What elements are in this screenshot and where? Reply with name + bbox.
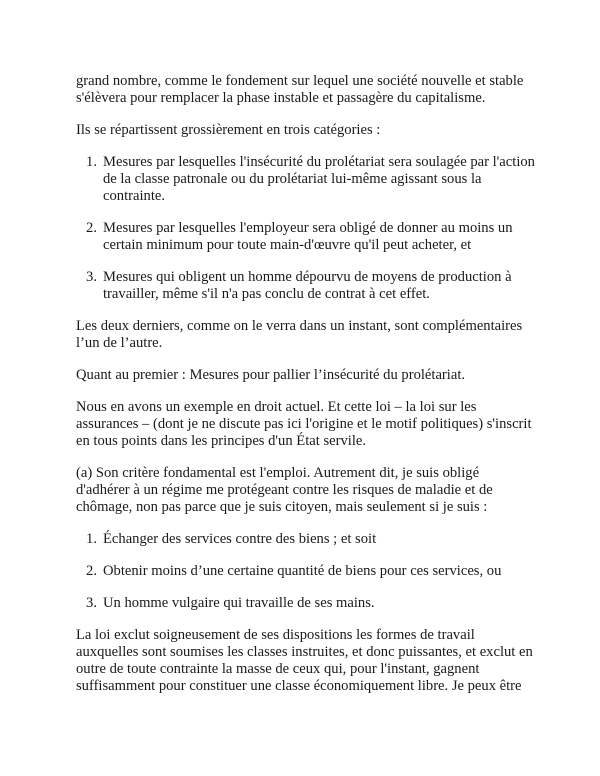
list-item-text: Mesures par lesquelles l'employeur sera obligé de donner au moins un certain minimum pour toute main-d'œuvre qu'il peut acheter, et (103, 220, 513, 253)
list-item (76, 269, 536, 303)
list-number: 1. (86, 531, 97, 547)
list-item-text: Mesures qui obligent un homme dépourvu de moyens de production à travailler, même s'il n'a pas conclu de contrat à cet effet. (103, 269, 512, 302)
paragraph-first-measure: Quant au premier : Mesures pour pallier l’insécurité du prolétariat. (76, 367, 466, 383)
list-number: 3. (86, 595, 97, 611)
paragraph-example: Nous en avons un exemple en droit actuel. Et cette loi – la loi sur les assurances – (dont je ne discute pas ici l'origine et le motif politiques) s'inscrit en tous points dans les principes d'un État servile. (76, 399, 532, 449)
paragraph-complementary: Les deux derniers, comme on le verra dans un instant, sont complémentaires l’un de l’autre. (76, 318, 523, 351)
document-page (76, 73, 536, 710)
list-number: 1. (86, 154, 97, 170)
list-item (76, 220, 536, 254)
list-item (76, 154, 536, 205)
list-item-text: Obtenir moins d’une certaine quantité de biens pour ces services, ou (103, 563, 502, 579)
list-number: 3. (86, 269, 97, 285)
list-item-text: Échanger des services contre des biens ; et soit (103, 531, 377, 547)
list-number: 2. (86, 220, 97, 236)
list-item (76, 595, 536, 612)
paragraph-criterion: (a) Son critère fondamental est l'emploi. Autrement dit, je suis obligé d'adhérer à un régime me protégeant contre les risques de maladie et de chômage, non pas parce que je suis citoyen, mais seulement si je suis : (76, 465, 493, 515)
list-number: 2. (86, 563, 97, 579)
list-item (76, 563, 536, 580)
list-item (76, 531, 536, 548)
paragraph-intro: grand nombre, comme le fondement sur lequel une société nouvelle et stable s'élèvera pour remplacer la phase instable et passagère du capitalisme. (76, 73, 524, 106)
list-item-text: Un homme vulgaire qui travaille de ses mains. (103, 595, 375, 611)
paragraph-categories: Ils se répartissent grossièrement en trois catégories : (76, 122, 381, 138)
categories-list (76, 154, 536, 303)
paragraph-law-exclusion: La loi exclut soigneusement de ses dispositions les formes de travail auxquelles sont soumises les classes instruites, et donc puissantes, et exclut en outre de toute contrainte la masse de ceux qui, pour l'instant, gagnent suffisamment pour constituer une classe économiquement libre. Je peux être (76, 627, 533, 694)
list-item-text: Mesures par lesquelles l'insécurité du prolétariat sera soulagée par l'action de la classe patronale ou du prolétariat lui-même agissant sous la contrainte. (103, 154, 535, 204)
conditions-list (76, 531, 536, 612)
